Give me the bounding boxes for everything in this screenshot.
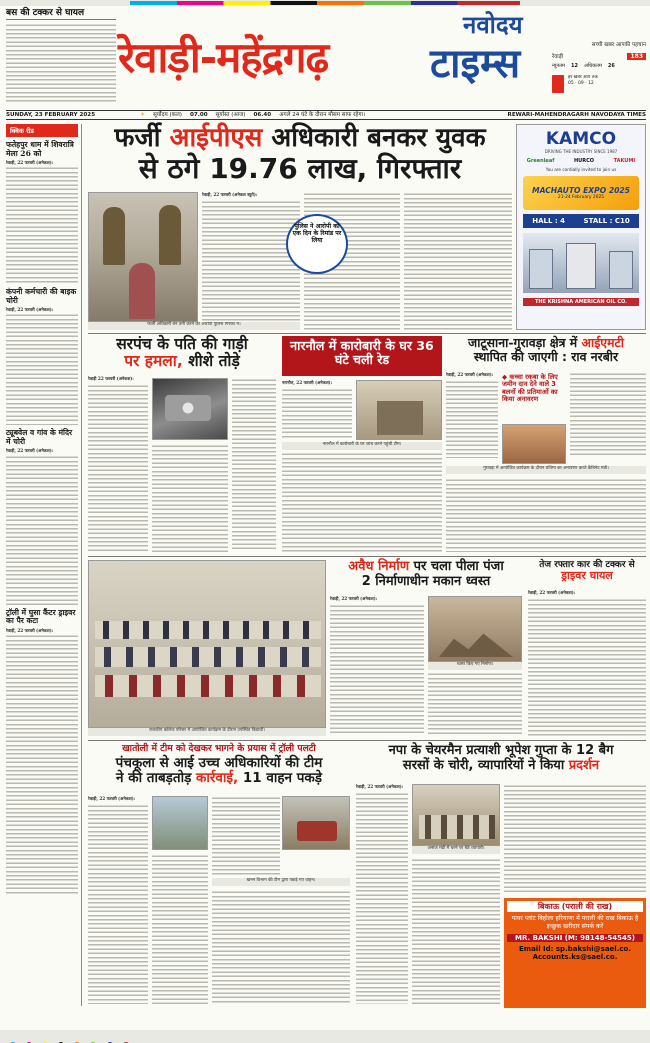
officer-figure-2	[159, 205, 181, 265]
narnaul-headline: नारनौल में कारोबारी के घर 36 घंटे चली रेड	[282, 336, 442, 376]
row-divider-3	[88, 740, 646, 741]
accident-headline-red: ड्राइवर घायल	[561, 569, 613, 583]
narnaul-col-2	[282, 452, 442, 552]
demolition-caption: ध्वस्त किए गए निर्माण।	[428, 662, 522, 670]
masthead	[118, 6, 534, 110]
sunset-time: 06.40	[253, 112, 272, 118]
narnaul-dateline: नारनौल, 22 फरवरी (अनेकश):	[282, 380, 333, 385]
partner-2: HURCO	[573, 158, 594, 164]
weather-min-label: न्यूनतम	[552, 63, 565, 69]
edition-name: REWARI-MAHENDRAGARH NAVODAYA TIMES	[507, 112, 646, 118]
left-item-4-headline: ट्रॉली में घुसा कैंटर ड्राइवर का पैर कटा	[6, 607, 76, 626]
left-item-3-headline: ट्यूबवेल व गांव के मंदिर में चोरी	[6, 428, 73, 446]
rubble	[439, 631, 513, 657]
kamco-brand: KAMCO	[545, 129, 617, 149]
lead-photo	[88, 192, 198, 322]
sunrise-time: 07.00	[189, 112, 208, 118]
expo-name: MACHAUTO EXPO 2025	[532, 186, 630, 195]
khatoli-headline-c: ने की ताबड़तोड़	[116, 770, 192, 787]
left-item-1-dateline: रेवाड़ी, 22 फरवरी (अनेकश):	[6, 160, 54, 165]
lead-headline-line2: से ठगे 19.76 लाख, गिरफ्तार	[138, 152, 462, 186]
classified-email-2: Accounts.ks@sael.co.	[532, 953, 618, 961]
demolition-headline-b: 2 निर्माणाधीन मकान ध्वस्त	[361, 573, 491, 589]
left-item-3-text	[6, 455, 78, 605]
weather-max-label: अधिकतम	[583, 63, 602, 69]
classified-ad	[504, 898, 646, 1008]
kamco-company: THE KRISHNA AMERICAN OIL CO.	[523, 298, 639, 306]
imt-col-2	[570, 372, 646, 456]
khatoli-photo-1	[152, 796, 208, 850]
imt-photo	[502, 424, 566, 464]
lead-caption: फर्जी अधिकारी बन ठगी करने का आरोपी पुलिस गिरफ्त में।	[88, 322, 300, 330]
college-photo	[88, 560, 326, 728]
demolition-col-2	[428, 672, 522, 736]
left-item-2-headline: कंपनी कर्मचारी की बाइक चोरी	[6, 287, 77, 305]
machines-image	[523, 233, 639, 293]
college-caption: राजकीय कॉलेज परिसर में आयोजित कार्यक्रम के दौरान उपस्थित विद्यार्थी।	[88, 728, 326, 736]
classified-email: Email Id: sp.bakshi@sael.co.	[519, 945, 631, 953]
left-item-1-headline: फतेहपुर धाम में शिवरात्रि मेला 26 को	[6, 140, 74, 158]
expo-banner	[523, 176, 639, 210]
house-figure	[377, 401, 423, 435]
khatoli-headline-b: पंचकूला से आई उच्च अधिकारियों की टीम	[115, 755, 323, 772]
classified-body: पावर प्लांट बिहोला हरियाणा में पराली की राख बिकाऊ है इच्छुक खरीदार संपर्क करें	[511, 915, 639, 930]
khatoli-photo-2	[282, 796, 350, 850]
registration-strip-bottom	[0, 1030, 650, 1043]
bhupesh-caption: अनाज मंडी में धरने पर बैठे व्यापारी।	[412, 846, 500, 854]
students-row-1	[95, 621, 321, 639]
demolition-col-1	[330, 604, 424, 736]
sarpanch-headline-b: शीशे तोड़े	[188, 352, 240, 371]
khatoli-caption: खनन विभाग की टीम द्वारा पकड़े गए वाहन।	[212, 878, 350, 886]
demolition-headline	[330, 560, 522, 589]
weather-max: 26	[607, 63, 615, 69]
sunset-label: सूर्यास्त (आज)	[215, 112, 246, 118]
hall-stall-bar	[523, 214, 639, 228]
bhupesh-headline-a: नपा के चेयरमैन प्रत्याशी भूपेश गुप्ता के 12 बैग	[388, 743, 614, 758]
lead-col-1	[202, 200, 300, 322]
sarpanch-col-1	[88, 384, 148, 552]
imt-quote-text: कच्चा रकबा के लिए जमीन दान देने वाले 3 बलनों की प्रतिमाओं का किया अनावरण	[502, 373, 558, 404]
accident-headline-a: तेज रफ्तार कार की टक्कर से	[539, 560, 635, 570]
left-item-3-dateline: रेवाड़ी, 22 फरवरी (अनेकश):	[6, 448, 54, 454]
tagline: सच्ची खबर आपकी पहचान	[591, 42, 646, 48]
page-number: 183	[627, 53, 646, 60]
left-item-2-text	[6, 313, 78, 425]
lead-callout: पुलिस ने आरोपी को एक दिन के रिमांड पर लिया	[286, 214, 348, 274]
kamco-tagline: DRIVING THE INDUSTRY SINCE 1987	[544, 149, 618, 154]
bhupesh-col-2	[412, 858, 500, 1004]
quick-read-label: क्विक रीड	[6, 124, 78, 137]
classified-title: बिकाऊ (पराली की राख)	[507, 901, 643, 912]
sarpanch-photo	[152, 378, 228, 440]
kamco-ad	[516, 124, 646, 330]
weather-min: 12	[571, 63, 578, 69]
quote-diamond-icon: ◆	[502, 373, 510, 381]
expo-dates: 21-24 February 2025	[557, 195, 605, 200]
khatoli-headline-c-end: 11 वाहन पकड़े	[242, 770, 322, 787]
tractor-shape	[297, 821, 337, 841]
machine-2	[566, 243, 596, 289]
bhupesh-photo	[412, 784, 500, 846]
khatoli-dateline: रेवाड़ी, 22 फरवरी (अनेकश):	[88, 796, 136, 801]
accused-figure	[129, 263, 155, 319]
bhupesh-headline-b-red: प्रदर्शन	[568, 757, 600, 773]
bhupesh-headline	[356, 744, 646, 773]
sarpanch-headline-b-red: पर हमला,	[124, 352, 183, 371]
demolition-headline-a: पर चला पीला पंजा	[413, 559, 504, 574]
sarpanch-col-2	[152, 444, 228, 552]
ticker-right: हर खबर आप तक	[568, 75, 598, 80]
top-brief-text	[6, 23, 116, 103]
masthead-right-title: टाइम्स	[430, 41, 521, 87]
lead-headline-part3: अधिकारी बनकर युवक	[271, 123, 486, 153]
khatoli-col-2	[152, 854, 208, 1004]
left-item-1-text	[6, 166, 78, 284]
narnaul-caption: नारनौल में कारोबारी के घर जांच करने पहुंची टीम।	[282, 442, 442, 450]
left-item-4-dateline: रेवाड़ी, 22 फरवरी (अनेकश):	[6, 627, 54, 633]
calendar-icon	[552, 75, 564, 93]
hall: HALL : 4	[532, 217, 566, 225]
lead-dateline: रेवाड़ी, 22 फरवरी (अनेकश ब्यूरो):	[202, 192, 258, 197]
sunrise-label: सूर्योदय (कल)	[153, 112, 182, 118]
stall: STALL : C10	[583, 217, 630, 225]
bhupesh-headline-b: सरसों के चोरी, व्यापारियों ने किया	[402, 757, 565, 773]
protestors	[419, 815, 495, 839]
left-column	[6, 124, 82, 1006]
forecast: अगले 24 घंटे के दौरान मौसम साफ रहेगा।	[279, 112, 366, 118]
machine-3	[609, 251, 633, 289]
imt-headline-a-red: आईएमटी	[581, 335, 624, 350]
left-item-2-dateline: रेवाड़ी, 22 फरवरी (अनेकश):	[6, 307, 54, 313]
bhupesh-col-3	[504, 784, 646, 894]
narnaul-col-1	[282, 388, 352, 440]
demolition-photo	[428, 596, 522, 662]
imt-headline-b: स्थापित की जाएगी : राव नरबीर	[473, 348, 619, 364]
imt-col-1	[446, 380, 498, 458]
partner-3: TAKUMI	[613, 158, 636, 164]
sarpanch-col-3	[232, 378, 276, 552]
masthead-left-title: रेवाड़ी-महेंद्रगढ़	[118, 33, 329, 82]
bhupesh-col-1	[356, 792, 408, 1004]
khatoli-headline-a: खातोली में टीम को देखकर भागने के प्रयास में ट्रॉली पलटी	[122, 743, 316, 754]
machine-1	[529, 249, 553, 289]
lead-headline-part1: फर्जी	[114, 123, 161, 153]
khatoli-col-3	[212, 796, 280, 876]
date: SUNDAY, 23 FEBRUARY 2025	[6, 112, 96, 118]
accident-dateline: रेवाड़ी, 22 फरवरी (अनेकश):	[528, 590, 576, 595]
ticker-value-1: 05	[568, 81, 574, 86]
officer-figure-1	[103, 207, 125, 265]
top-left-brief	[6, 8, 116, 100]
lead-col-3	[404, 192, 512, 330]
khatoli-col-1	[88, 804, 148, 1004]
ticker-value-2: 09	[578, 81, 584, 86]
accident-headline	[528, 560, 646, 582]
narnaul-photo	[356, 380, 442, 440]
khatoli-col-4	[212, 890, 350, 1004]
row-divider-2	[88, 556, 646, 557]
imt-dateline: रेवाड़ी, 22 फरवरी (अनेकश):	[446, 372, 494, 377]
imt-headline-a: जाटूसाना-गुरावड़ा क्षेत्र में	[468, 335, 578, 350]
demolition-dateline: रेवाड़ी, 22 फरवरी (अनेकश):	[330, 596, 378, 601]
sarpanch-headline-a: सरपंच के पति की गाड़ी	[116, 335, 248, 353]
sarpanch-dateline: रेवाड़ी 22 फरवरी (अनेकश):	[88, 376, 134, 381]
masthead-right-top: नवोदय	[463, 11, 523, 39]
classified-name: MR. BAKSHI (M: 98148-54545)	[507, 934, 643, 942]
car-windshield	[165, 395, 211, 421]
row-divider-1	[88, 333, 646, 334]
top-brief-headline: बस की टक्कर से घायल	[6, 8, 116, 20]
partner-1: Greenleaf	[526, 158, 555, 164]
sun-icon: ☀	[140, 112, 146, 118]
imt-col-3	[446, 478, 646, 552]
bhupesh-dateline: रेवाड़ी, 22 फरवरी (अनेकश):	[356, 784, 404, 789]
khatoli-headline-c-red: कार्रवाई,	[196, 770, 239, 787]
demolition-headline-red: अवैध निर्माण	[348, 559, 410, 574]
lead-headline	[88, 124, 512, 184]
city-label: रेवाड़ी	[552, 54, 564, 60]
imt-caption: गुरावड़ा में आयोजित कार्यक्रम के दौरान प्रतिमा का अनावरण करते कैबिनेट मंत्री।	[446, 466, 646, 474]
students-row-3	[95, 675, 321, 697]
masthead-info-panel: सच्ची खबर आपकी पहचान रेवाड़ी 183 न्यूनतम 12 अधिकतम 26 हर खबर आप तक 05 · 09 · 12	[552, 40, 646, 104]
students-row-2	[95, 647, 321, 667]
ticker-value-3: 12	[588, 81, 594, 86]
imt-headline	[446, 336, 646, 364]
sarpanch-headline	[88, 336, 276, 371]
left-item-4-text	[6, 634, 78, 896]
lead-headline-part2: आईपीएस	[169, 123, 263, 153]
kamco-welcome: You are cordially invited to join us	[545, 167, 617, 172]
imt-quote	[502, 374, 566, 404]
khatoli-headline	[88, 744, 350, 787]
dateline-bar	[6, 110, 646, 120]
accident-text	[528, 598, 646, 736]
